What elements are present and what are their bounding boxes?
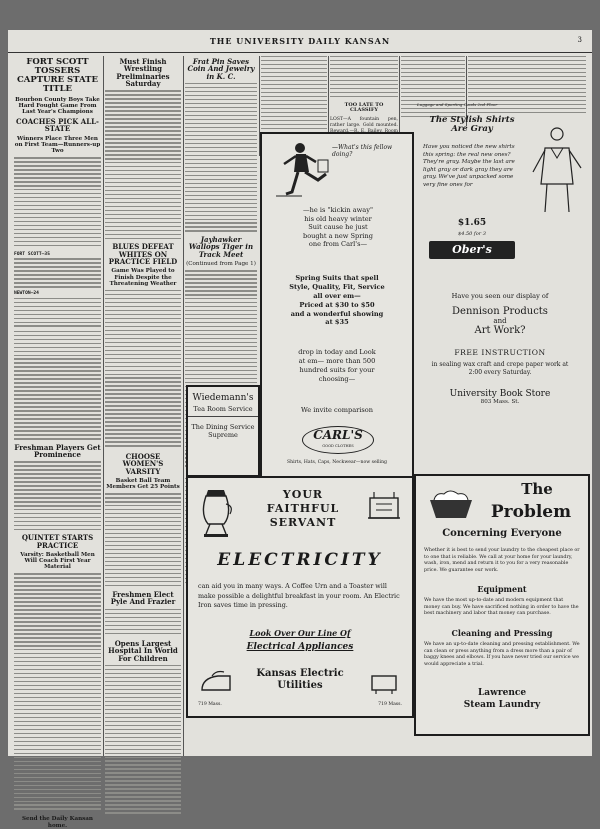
ad-laundry — [414, 474, 590, 736]
ad-company-name — [416, 688, 588, 711]
ad-line: SERVANT — [269, 515, 337, 529]
ad-cta: Electrical Appliances — [246, 642, 354, 652]
ad-tagline: —What's this fellow doing? — [332, 144, 393, 158]
ad-line: Dennison Products — [452, 306, 548, 317]
ad-line: Suit cause he just — [308, 223, 368, 232]
ad-line: 803 Mass. St. — [480, 399, 520, 406]
ad-line: one from Carl's— — [308, 240, 368, 249]
ad-line: Are Gray — [451, 124, 493, 135]
ad-line: Lawrence — [477, 688, 527, 698]
continued-note: (Continued from Page 1) — [186, 261, 256, 268]
ad-line: and — [493, 317, 507, 325]
ad-heading: Problem — [490, 502, 572, 522]
carls-logo-sub: GOOD CLOTHES — [322, 444, 354, 448]
ad-body: can aid you in many ways. A Coffee Urn and a Toaster will make possible a delightful breakfast in your room. An Electric Iron saves time in pressing. — [198, 582, 400, 610]
ad-line: University Book Store — [449, 389, 551, 400]
box-score-head: FORT SCOTT—35 — [14, 252, 50, 258]
ad-line: his old heavy winter — [304, 214, 372, 223]
shirt-man-illustration — [527, 124, 585, 216]
ad-obers — [413, 100, 588, 284]
headline-womens-varsity: CHOOSE WOMEN'S VARSITY — [122, 451, 164, 476]
newspaper-page — [8, 30, 592, 829]
ad-line: Wiedemann's — [192, 393, 254, 403]
headline-hospital: Opens Largest Hospital In World For Children — [108, 638, 178, 663]
paper-name: THE UNIVERSITY DAILY KANSAN — [209, 36, 391, 46]
ad-body: We have the most up-to-date and modern equipment that money can buy. We have sacrificed nothing in order to have the best machinery and labor that money can purchase. — [424, 598, 579, 617]
coffee-urn-icon — [196, 484, 236, 540]
ad-line: at $35 — [325, 318, 349, 327]
ad-body: Have you noticed the new shirts this spring: the real new ones? They're gray. Maybe the last are light gray or dark gray they are gray. We've just unpacked some very fine ones for — [423, 144, 515, 188]
ad-spring — [268, 274, 406, 327]
box-score — [14, 298, 101, 328]
ad-subheading: Equipment — [477, 584, 527, 594]
footer-note: Send the Daily Kansan home. — [22, 816, 93, 829]
ad-line: —he is "kickin away" — [303, 206, 373, 214]
deck: Game Was Played to Finish Despite the Threatening Weather — [109, 268, 177, 287]
ad-price: $1.65 — [457, 218, 487, 228]
ad-drop — [268, 348, 406, 384]
ad-heading — [248, 488, 358, 529]
deck: Varsity: Basketball Men Will Coach First Year Material — [20, 551, 95, 571]
headline-freshman: Freshman Players Get Prominence — [14, 442, 101, 459]
ad-line: The Dining Service — [191, 423, 255, 431]
ad-body: Whether it is best to send your laundry to the cheapest place or to one that is reliable. We call at your home for your laundry, wash, iron, mend and return it to you for a very reasonable price. We guarantee our work. — [424, 548, 580, 574]
subhead-all-state: COACHES PICK ALL-STATE — [16, 117, 99, 134]
ad-carls — [260, 132, 414, 484]
headline-wrestling: Must Finish Wrestling Preliminaries Saturday — [116, 57, 170, 89]
iron-icon — [198, 668, 234, 696]
article-text — [330, 56, 398, 100]
deck: Basket Ball Team Members Get 25 Points — [106, 477, 180, 490]
headline-blues-defeat: BLUES DEFEAT WHITES ON PRACTICE FIELD — [108, 242, 178, 267]
ad-price-2: $4.50 for 3 — [458, 231, 486, 237]
carls-logo — [302, 426, 374, 454]
ad-line: FAITHFUL — [266, 501, 340, 515]
ad-line: Steam Laundry — [463, 699, 541, 710]
ad-footer: Shirts, Hats, Caps, Neckwear—now selling — [286, 460, 387, 465]
ad-bookstore — [414, 286, 586, 471]
carls-logo-text: CARL'S — [313, 428, 363, 442]
article-text — [14, 157, 101, 249]
headline-fort-scott: FORT SCOTT TOSSERS CAPTURE STATE TITLE — [17, 57, 98, 94]
ad-body: We have an up-to-date cleaning and pressing establishment. We can clean or press anything from a dress more than a pair of baggy knees and elbows. If you have never tried our service we would appreciate a trial. — [424, 642, 580, 668]
ad-line: Supreme — [208, 431, 238, 439]
ad-line: Priced at $30 to $50 — [299, 300, 375, 309]
column-1 — [14, 56, 101, 829]
ad-line: and a wonderful showing — [290, 309, 384, 318]
ad-address: 719 Mass. — [198, 702, 222, 707]
article-text — [105, 665, 181, 815]
ad-line: in sealing wax craft and crepe paper work at 2:00 every Saturday. — [431, 361, 569, 377]
ad-copy — [270, 206, 406, 249]
ad-invite: We invite comparison — [300, 406, 373, 414]
article-text — [105, 493, 181, 588]
subhead-too-late: TOO LATE TO CLASSIFY — [344, 102, 384, 114]
kicking-man-illustration — [272, 138, 332, 200]
deck: Winners Place Three Men on First Team—Runners-up Two — [14, 135, 101, 155]
ad-line: Have you seen our display of — [451, 292, 549, 300]
ad-line: hundred suits for your — [299, 365, 375, 374]
page-number: 3 — [577, 36, 582, 44]
article-text — [105, 609, 181, 637]
headline-quintet: QUINTET STARTS PRACTICE — [21, 533, 94, 550]
deck: Bourbon County Boys Take Hard Fought Game From Last Year's Champions — [15, 96, 100, 115]
ad-line: YOUR — [282, 488, 324, 501]
laundry-basket-icon — [426, 486, 476, 522]
ad-line: FREE INSTRUCTION — [454, 348, 546, 357]
ad-kansas-electric — [186, 476, 414, 718]
ad-address: 719 Mass. — [378, 702, 402, 707]
article-text — [14, 573, 101, 813]
divider — [188, 416, 258, 417]
ad-line: The Stylish Shirts — [429, 115, 515, 125]
column-rule — [183, 56, 184, 756]
headline-frat-pin: Frat Pin Saves Coin And Jewelry in K. C. — [187, 57, 255, 81]
box-score — [14, 258, 101, 288]
toaster-icon — [364, 488, 404, 528]
article-text — [105, 290, 181, 450]
headline-freshmen-elect: Freshmen Elect Pyle And Frazier — [110, 590, 176, 607]
headline-jayhawker: Jayhawker Wallops Tiger in Track Meet — [188, 235, 254, 259]
ad-tagline: Luggage and Sporting Goods 2nd Floor — [417, 102, 498, 107]
ad-line: Tea Room Service — [193, 405, 253, 413]
ad-line: all over em— — [313, 291, 361, 300]
ad-electricity: ELECTRICITY — [217, 550, 383, 570]
ad-subheading: Concerning Everyone — [442, 528, 562, 539]
classified-lost: LOST—A fountain pen, rather large. Gold mounted. — [330, 116, 398, 128]
obers-logo: Ober's — [429, 241, 515, 259]
ad-line: Utilities — [277, 679, 323, 691]
article-text — [105, 90, 181, 240]
article-text — [185, 83, 257, 233]
ad-line: drop in today and Look — [298, 348, 376, 356]
ad-line: choosing— — [318, 374, 356, 383]
article-text — [14, 461, 101, 531]
ad-heading — [417, 116, 527, 135]
ad-line: Kansas Electric — [256, 668, 344, 679]
masthead — [8, 30, 592, 53]
ad-line: Spring Suits that spell — [295, 274, 379, 282]
article-text — [14, 331, 101, 441]
ad-cta: Look Over Our Line Of — [249, 628, 351, 638]
ad-heading: The — [521, 480, 553, 498]
ad-subheading: Cleaning and Pressing — [451, 628, 553, 638]
ad-line: at em— more than 500 — [298, 356, 376, 365]
ad-company-name — [238, 668, 362, 691]
ad-line: Art Work? — [474, 325, 526, 336]
heater-icon — [368, 668, 400, 696]
column-rule — [103, 56, 104, 756]
column-2 — [105, 56, 181, 756]
ad-line: Style, Quality, Fit, Service — [289, 282, 385, 291]
ad-wiedemann — [186, 385, 260, 477]
ad-line: bought a new Spring — [302, 231, 374, 240]
box-score-head: NEWTON—24 — [14, 291, 39, 297]
